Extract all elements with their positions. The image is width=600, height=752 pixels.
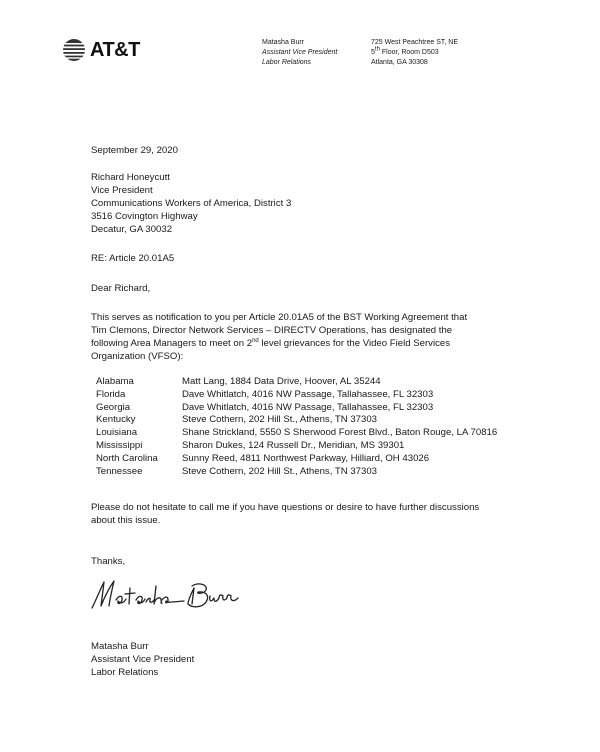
manager-info: Dave Whitlatch, 4016 NW Passage, Tallahassee, FL 32303 bbox=[182, 388, 434, 400]
manager-info: Dave Whitlatch, 4016 NW Passage, Tallahassee, FL 32303 bbox=[182, 401, 434, 413]
assignment-row bbox=[96, 389, 497, 402]
body-paragraph-1: This serves as notification to you per Article 20.01A5 of the BST Working Agreement that Tim Clemons, Director Network Services – DIRECTV Operations, has designated the following Area Managers to meet on 2nd level grievances for the Video Field Services Organization (VFSO): bbox=[91, 312, 468, 362]
assignment-list bbox=[96, 376, 497, 478]
recipient-block bbox=[91, 171, 291, 236]
state-name: Kentucky bbox=[96, 414, 136, 426]
closing: Thanks, bbox=[91, 556, 126, 567]
state-name: Mississippi bbox=[96, 439, 143, 451]
state-name: Georgia bbox=[96, 401, 131, 413]
address-line-3: Atlanta, GA 30308 bbox=[371, 59, 428, 66]
signer-dept: Labor Relations bbox=[91, 667, 159, 678]
state-name: Alabama bbox=[96, 376, 134, 387]
recipient-city: Decatur, GA 30032 bbox=[91, 224, 173, 235]
state-name: Florida bbox=[96, 388, 126, 400]
sender-address bbox=[371, 38, 458, 68]
assignment-row bbox=[96, 453, 497, 466]
manager-info: Sharon Dukes, 124 Russell Dr., Meridian, MS 39301 bbox=[182, 439, 405, 451]
state-name: North Carolina bbox=[96, 452, 158, 464]
assignment-row bbox=[96, 402, 497, 415]
state-name: Louisiana bbox=[96, 427, 138, 439]
manager-info: Steve Cothern, 202 Hill St., Athens, TN 37303 bbox=[182, 465, 378, 477]
recipient-org: Communications Workers of America, District 3 bbox=[91, 198, 292, 209]
address-line-1: 725 West Peachtree ST, NE bbox=[371, 39, 459, 46]
signer-name: Matasha Burr bbox=[91, 641, 149, 652]
recipient-street: 3516 Covington Highway bbox=[91, 211, 198, 222]
salutation: Dear Richard, bbox=[91, 283, 151, 294]
sender-name: Matasha Burr bbox=[262, 39, 305, 46]
re-line: RE: Article 20.01A5 bbox=[91, 253, 175, 264]
att-globe-icon bbox=[62, 38, 86, 62]
signer-title: Assistant Vice President bbox=[91, 654, 195, 665]
assignment-row bbox=[96, 414, 497, 427]
state-name: Tennessee bbox=[96, 465, 143, 477]
manager-info: Matt Lang, 1884 Data Drive, Hoover, AL 35244 bbox=[182, 376, 381, 387]
sender-block bbox=[262, 38, 337, 68]
assignment-row bbox=[96, 440, 497, 453]
letter-date: September 29, 2020 bbox=[91, 145, 178, 156]
logo-text: AT&T bbox=[90, 38, 140, 61]
assignment-row bbox=[96, 376, 497, 389]
recipient-title: Vice President bbox=[91, 185, 153, 196]
address-line-2: 5th Floor, Room D503 bbox=[371, 46, 439, 56]
manager-info: Shane Strickland, 5550 S Sherwood Forest Blvd., Baton Rouge, LA 70816 bbox=[182, 427, 498, 439]
manager-info: Steve Cothern, 202 Hill St., Athens, TN 37303 bbox=[182, 414, 378, 426]
manager-info: Sunny Reed, 4811 Northwest Parkway, Hilliard, OH 43026 bbox=[182, 452, 430, 464]
sender-dept: Labor Relations bbox=[262, 59, 312, 66]
sender-title: Assistant Vice President bbox=[262, 49, 338, 56]
assignment-row bbox=[96, 466, 497, 479]
recipient-name: Richard Honeycutt bbox=[91, 172, 170, 183]
assignment-row bbox=[96, 427, 497, 440]
att-logo bbox=[62, 38, 140, 62]
signature-block bbox=[91, 640, 194, 679]
body-paragraph-2: Please do not hesitate to call me if you have questions or desire to have further discussions about this issue. bbox=[91, 502, 480, 526]
handwritten-signature bbox=[88, 578, 248, 614]
